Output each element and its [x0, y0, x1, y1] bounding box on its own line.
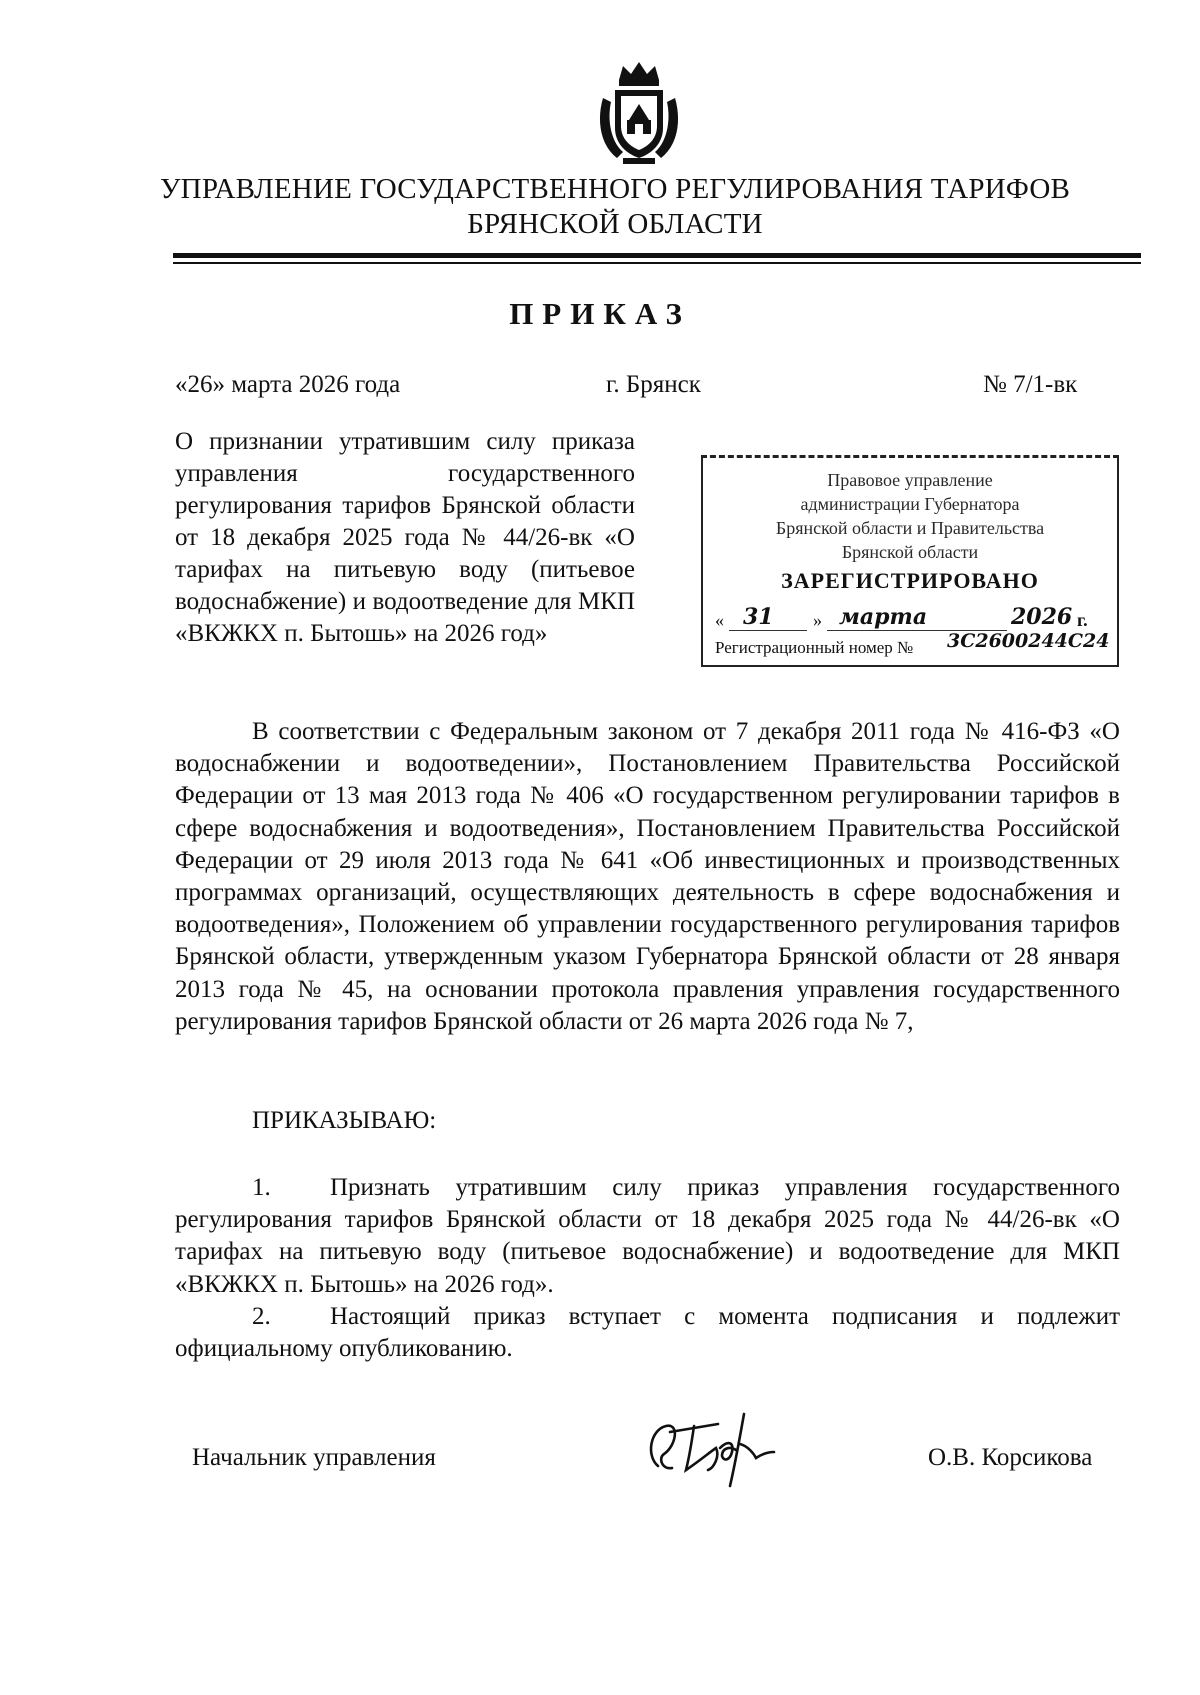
stamp-registered-label: ЗАРЕГИСТРИРОВАНО: [781, 568, 1039, 593]
item-number: 1.: [252, 1174, 271, 1201]
stamp-year: 2026: [1011, 604, 1073, 630]
stamp-open-quote: «: [715, 610, 724, 630]
stamp-reg-label: Регистрационный номер №: [715, 638, 914, 657]
document-city: г. Брянск: [606, 371, 701, 398]
stamp-day: 31: [743, 604, 774, 630]
item-number: 2.: [252, 1302, 271, 1330]
document-type: ПРИКАЗ: [509, 296, 691, 331]
order-word: ПРИКАЗЫВАЮ:: [252, 1107, 437, 1134]
header-divider-thin: [173, 262, 1141, 264]
document-number: № 7/1-вк: [983, 371, 1078, 398]
preamble-paragraph: [175, 716, 1120, 1038]
coat-of-arms-icon: [593, 58, 685, 166]
item-text: Признать утратившим силу приказ управления государственного регулирования тарифов Брянской области от 18 декабря 2025 года № 44/26-вк «О тарифах на питьевую воду (питьевое водоснабжение) и водоотведение для МКП «ВКЖКХ п. Бытошь» на 2026 год».: [175, 1174, 1120, 1298]
registration-stamp: [701, 455, 1119, 667]
order-items: [175, 1172, 1120, 1365]
order-item: [175, 1301, 1120, 1365]
item-text: Настоящий приказ вступает с момента подписания и подлежит официальному опубликованию.: [175, 1302, 1120, 1363]
preamble-text: В соответствии с Федеральным законом от 7 декабря 2011 года № 416-ФЗ «О водоснабжении и водоотведении», Постановлением Правительства Российской Федерации от 13 мая 2013 года № 406 «О государственном регулировании тарифов в сфере водоснабжения и водоотведения», Постановлением Правительства Российской Федерации от 29 июля 2013 года № 641 «Об инвестиционных и производственных программах организаций, осуществляющих деятельность в сфере водоснабжения и водоотведения», Положением об управлении государственного регулирования тарифов Брянской области, утвержденным указом Губернатора Брянской области от 28 января 2013 года № 45, на основании протокола правления управления государственного регулирования тарифов Брянской области от 26 марта 2026 года № 7,: [175, 718, 1120, 1035]
header-divider-thick: [173, 253, 1141, 258]
stamp-registration-row: [715, 630, 1110, 660]
stamp-close-quote: »: [813, 610, 822, 630]
signer-name: О.В. Корсикова: [928, 1444, 1093, 1471]
stamp-line: Брянской области и Правительства: [775, 518, 1045, 538]
handwritten-signature-icon: [636, 1396, 786, 1491]
stamp-day-underline: [729, 630, 807, 631]
document-subject: О признании утратившим силу приказа управления государственного регулирования тарифов Брянской области от 18 декабря 2025 года № 44/26-вк «О тарифах на питьевую воду (питьевое водоснабжение) и водоотведение для МКП «ВКЖКХ п. Бытошь» на 2026 год»: [175, 428, 635, 647]
stamp-year-suffix: г.: [1077, 610, 1088, 630]
organization-title: УПРАВЛЕНИЕ ГОСУДАРСТВЕННОГО РЕГУЛИРОВАНИЯ ТАРИФОВ БРЯНСКОЙ ОБЛАСТИ: [159, 173, 1071, 240]
stamp-reg-number: 3С2600244С24: [947, 630, 1110, 652]
stamp-line: администрации Губернатора: [800, 494, 1020, 514]
signer-position: Начальник управления: [192, 1444, 436, 1471]
stamp-authority: [703, 468, 1117, 564]
document-date: «26» марта 2026 года: [175, 371, 401, 398]
stamp-line: Брянской области: [841, 542, 979, 562]
order-item: [175, 1172, 1120, 1301]
stamp-line: Правовое управление: [827, 470, 993, 490]
stamp-month: марта: [839, 604, 928, 630]
